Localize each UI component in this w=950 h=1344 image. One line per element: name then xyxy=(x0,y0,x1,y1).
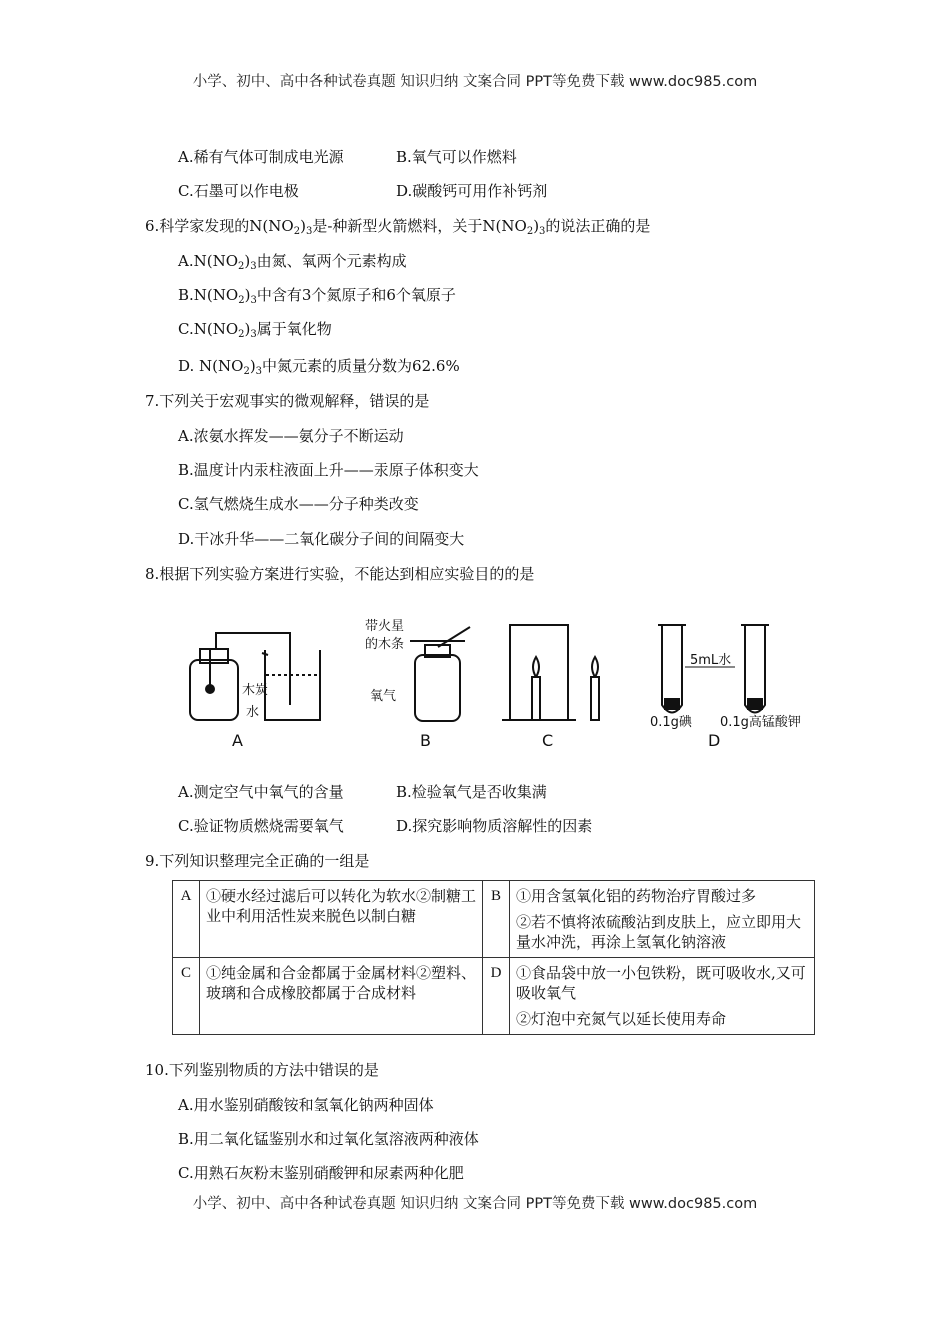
q6-option-c: $C.N(NO_2)_3$属于氧化物 xyxy=(178,320,332,340)
fig-c-candle-1 xyxy=(532,677,540,720)
q9-stem: 9.下列知识整理完全正确的一组是 xyxy=(145,852,370,870)
q7-option-c: C.氢气燃烧生成水——分子种类改变 xyxy=(178,495,419,513)
q9-table xyxy=(172,880,815,1035)
fig-a-beaker xyxy=(265,650,320,720)
fig-a-charcoal-label: 木炭 xyxy=(242,683,269,698)
table-cell: ①纯金属和合金都属于金属材料②塑料、玻璃和合成橡胶都属于合成材料 xyxy=(200,958,483,1035)
fig-c-flame-2 xyxy=(592,657,598,677)
page-footer: 小学、初中、高中各种试卷真题 知识归纳 文案合同 PPT等免费下载 www.doc985.com xyxy=(192,1196,758,1212)
q6-stem: 6.科学家发现的$N(NO_2)_3$是-种新型火箭燃料，关于$N(NO_2)_3$的说法正确的是 xyxy=(145,217,651,237)
q7-option-d: D.干冰升华——二氧化碳分子间的间隔变大 xyxy=(178,530,465,548)
cell-label: B xyxy=(483,881,510,958)
q10-stem: 10.下列鉴别物质的方法中错误的是 xyxy=(145,1061,379,1079)
fig-c-candle-2 xyxy=(591,677,599,720)
q8-option-a: A.测定空气中氧气的含量 xyxy=(178,783,344,801)
table-row xyxy=(173,958,815,1035)
table-cell: ①用含氢氧化铝的药物治疗胃酸过多 ②若不慎将浓硫酸沾到皮肤上，应立即用大量水冲洗，再涂上氢氧化钠溶液 xyxy=(510,881,815,958)
fig-b-stick-label-1: 带火星 xyxy=(365,619,405,634)
q7-stem: 7.下列关于宏观事实的微观解释，错误的是 xyxy=(145,392,430,410)
fig-a-water-label: 水 xyxy=(246,705,260,720)
q8-option-d: D.探究影响物质溶解性的因素 xyxy=(396,817,593,835)
cell-label: C xyxy=(173,958,200,1035)
fig-b-stick-label-2: 的木条 xyxy=(365,637,405,652)
cell-label: A xyxy=(173,881,200,958)
q8-stem: 8.根据下列实验方案进行实验，不能达到相应实验目的的是 xyxy=(145,565,535,583)
fig-c-flame-1 xyxy=(533,657,539,677)
fig-d-iodine-label: 0.1g碘 xyxy=(650,715,692,730)
q6-option-a: $A.N(NO_2)_3$由氮、氧两个元素构成 xyxy=(178,252,407,272)
table-cell: ①食品袋中放一小包铁粉，既可吸收水,又可吸收氧气 ②灯泡中充氮气以延长使用寿命 xyxy=(510,958,815,1035)
q7-option-b: B.温度计内汞柱液面上升——汞原子体积变大 xyxy=(178,461,479,479)
q5-option-b: B.氧气可以作燃料 xyxy=(396,148,517,166)
q10-option-c: C.用熟石灰粉末鉴别硝酸钾和尿素两种化肥 xyxy=(178,1164,464,1182)
q8-figure xyxy=(180,605,820,755)
fig-label-a: A xyxy=(232,731,243,750)
fig-d-iodine-solid xyxy=(664,698,680,710)
q6-option-b: $B.N(NO_2)_3$中含有3个氮原子和6个氧原子 xyxy=(178,286,456,306)
table-cell: ①硬水经过滤后可以转化为软水②制糖工业中利用活性炭来脱色以制白糖 xyxy=(200,881,483,958)
fig-b-stick xyxy=(438,627,470,647)
q7-option-a: A.浓氨水挥发——氨分子不断运动 xyxy=(178,427,404,445)
table-row xyxy=(173,881,815,958)
q8-option-b: B.检验氧气是否收集满 xyxy=(396,783,547,801)
fig-a-charcoal xyxy=(206,685,214,693)
q8-apparatus-diagram xyxy=(180,605,820,755)
q6-option-d: D. $N(NO_2)_3$中氮元素的质量分数为62.6% xyxy=(178,357,460,377)
fig-label-d: D xyxy=(708,731,721,750)
fig-b-oxygen-label: 氧气 xyxy=(370,689,397,704)
fig-b-jar xyxy=(415,655,460,721)
fig-d-water-label: 5mL水 xyxy=(690,653,732,668)
q5-option-c: C.石墨可以作电极 xyxy=(178,182,299,200)
q5-option-a: A.稀有气体可制成电光源 xyxy=(178,148,344,166)
fig-d-kmno4-label: 0.1g高锰酸钾 xyxy=(720,715,801,730)
q10-option-a: A.用水鉴别硝酸铵和氢氧化钠两种固体 xyxy=(178,1096,434,1114)
fig-d-kmno4-solid xyxy=(747,698,763,710)
cell-label: D xyxy=(483,958,510,1035)
q8-option-c: C.验证物质燃烧需要氧气 xyxy=(178,817,344,835)
q10-option-b: B.用二氧化锰鉴别水和过氧化氢溶液两种液体 xyxy=(178,1130,479,1148)
fig-label-c: C xyxy=(542,731,554,750)
page-header: 小学、初中、高中各种试卷真题 知识归纳 文案合同 PPT等免费下载 www.doc985.com xyxy=(192,74,758,90)
fig-label-b: B xyxy=(420,731,431,750)
q5-option-d: D.碳酸钙可用作补钙剂 xyxy=(396,182,548,200)
